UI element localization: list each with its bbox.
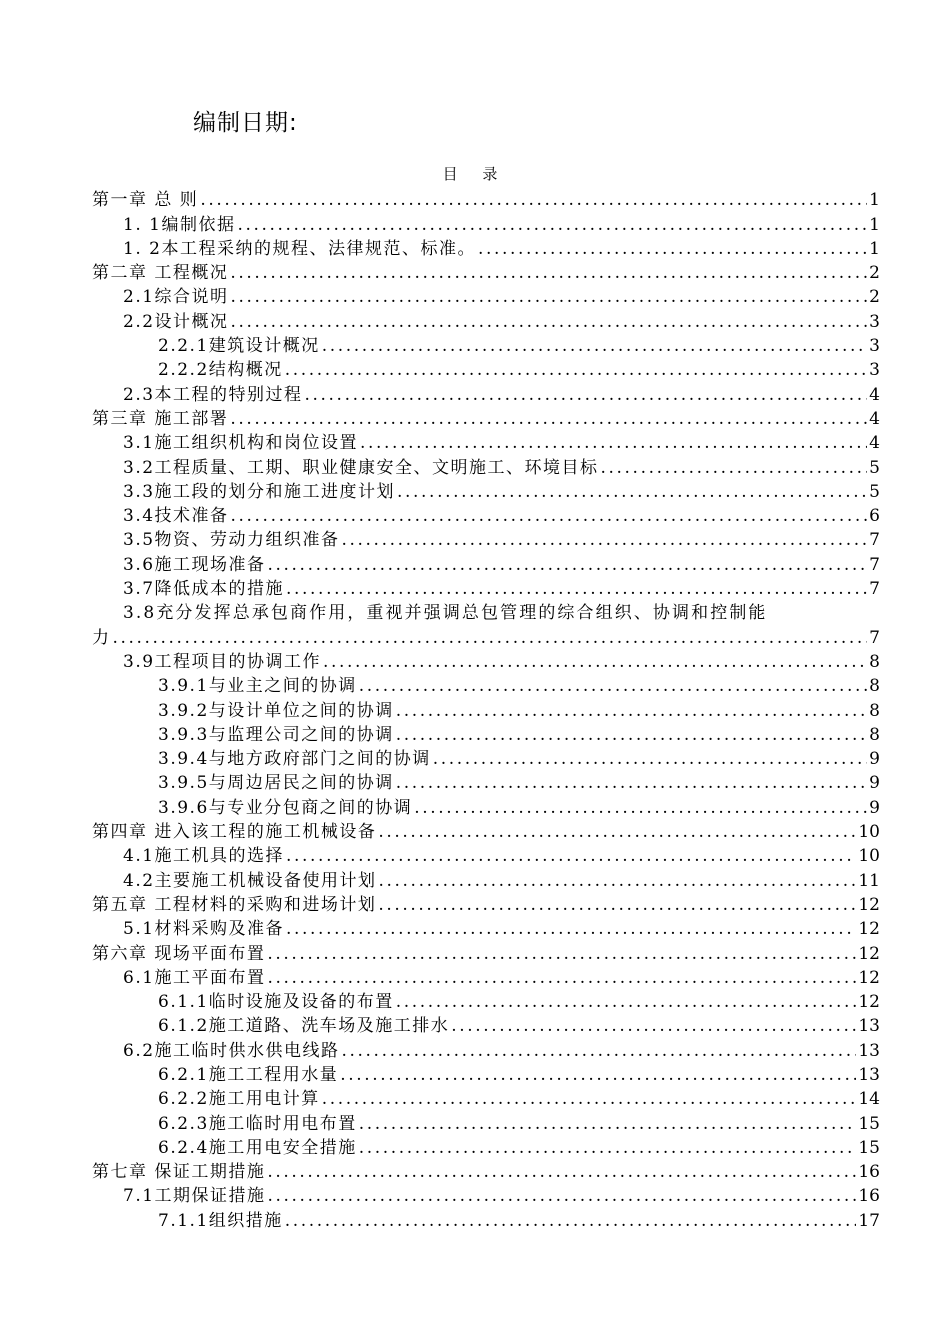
toc-entry-page-number: 13 xyxy=(858,1040,880,1061)
toc-dot-leader xyxy=(601,458,868,478)
toc-entry-page-number: 8 xyxy=(869,700,880,721)
toc-entry-page-number: 15 xyxy=(858,1137,880,1158)
toc-entry-page-number: 7 xyxy=(869,579,880,600)
toc-entry[interactable] xyxy=(92,769,880,793)
toc-entry-page-number: 14 xyxy=(858,1089,880,1110)
toc-entry-title: 2.2设计概况 xyxy=(123,311,229,332)
toc-entry-page-number: 13 xyxy=(858,1016,880,1037)
toc-entry-title: 1. 2本工程采纳的规程、法律规范、标准。 xyxy=(123,238,476,259)
toc-entry-title: 5.1材料采购及准备 xyxy=(123,919,285,940)
toc-entry[interactable] xyxy=(92,1206,880,1230)
toc-entry-title: 3.9.1与业主之间的协调 xyxy=(158,676,357,697)
toc-entry-title: 6.1.1临时设施及设备的布置 xyxy=(158,992,394,1013)
toc-entry-page-number: 10 xyxy=(858,846,880,867)
toc-entry-page-number: 12 xyxy=(858,894,880,915)
toc-dot-leader xyxy=(286,919,856,939)
toc-entry-title: 6.2.1施工工程用水量 xyxy=(158,1064,339,1085)
toc-entry[interactable] xyxy=(92,235,880,259)
toc-entry-title: 第四章 进入该工程的施工机械设备 xyxy=(92,822,377,843)
toc-dot-leader xyxy=(414,798,867,818)
toc-entry-page-number: 12 xyxy=(858,919,880,940)
toc-entry-page-number: 9 xyxy=(869,749,880,770)
toc-entry[interactable] xyxy=(92,356,880,380)
toc-entry[interactable] xyxy=(92,721,880,745)
toc-dot-leader xyxy=(267,1162,856,1182)
toc-entry[interactable] xyxy=(92,648,880,672)
toc-entry[interactable] xyxy=(92,793,880,817)
toc-entry-page-number: 2 xyxy=(869,263,880,284)
toc-entry[interactable] xyxy=(92,672,880,696)
toc-entry[interactable] xyxy=(92,453,880,477)
toc-entry-page-number: 12 xyxy=(858,943,880,964)
toc-entry-page-number: 5 xyxy=(869,481,880,502)
toc-entry-title: 3.9.2与设计单位之间的协调 xyxy=(158,700,394,721)
toc-entry-page-number: 8 xyxy=(869,724,880,745)
toc-entry-title: 3.7降低成本的措施 xyxy=(123,579,285,600)
toc-entry-page-number: 3 xyxy=(869,311,880,332)
toc-entry-page-number: 8 xyxy=(869,676,880,697)
toc-entry[interactable] xyxy=(92,550,880,574)
toc-entry[interactable] xyxy=(92,939,880,963)
toc-entry-title: 3.9.6与专业分包商之间的协调 xyxy=(158,797,413,818)
toc-entry[interactable] xyxy=(92,526,880,550)
toc-dot-leader xyxy=(379,871,857,891)
toc-entry-page-number: 1 xyxy=(869,238,880,259)
toc-entry-title: 6.2.4施工用电安全措施 xyxy=(158,1137,357,1158)
toc-entry-page-number: 1 xyxy=(869,214,880,235)
toc-entry[interactable] xyxy=(92,866,880,890)
toc-entry-page-number: 15 xyxy=(858,1113,880,1134)
toc-entry[interactable] xyxy=(92,502,880,526)
toc-entry-title: 2.1综合说明 xyxy=(123,287,229,308)
toc-dot-leader xyxy=(322,1089,857,1109)
toc-entry-title: 4.2主要施工机械设备使用计划 xyxy=(123,870,377,891)
toc-dot-leader xyxy=(396,773,867,793)
toc-entry[interactable] xyxy=(92,696,880,720)
toc-entry-title: 2.2.2结构概况 xyxy=(158,360,283,381)
toc-entry-page-number: 9 xyxy=(869,773,880,794)
toc-entry[interactable] xyxy=(92,332,880,356)
toc-dot-leader xyxy=(342,530,868,550)
toc-dot-leader xyxy=(359,1138,857,1158)
toc-entry-title: 3.8充分发挥总承包商作用，重视并强调总包管理的综合组织、协调和控制能 xyxy=(123,603,768,624)
toc-entry[interactable] xyxy=(92,1085,880,1109)
toc-entry[interactable] xyxy=(92,380,880,404)
toc-entry[interactable] xyxy=(92,478,880,502)
toc-entry-page-number: 2 xyxy=(869,287,880,308)
toc-entry[interactable] xyxy=(92,842,880,866)
toc-entry-title: 6.2.2施工用电计算 xyxy=(158,1089,320,1110)
toc-entry-title: 3.9.3与监理公司之间的协调 xyxy=(158,724,394,745)
toc-entry-page-number: 1 xyxy=(869,190,880,211)
toc-entry-page-number: 9 xyxy=(869,797,880,818)
toc-entry-title: 6.2.3施工临时用电布置 xyxy=(158,1113,357,1134)
toc-dot-leader xyxy=(340,1065,856,1085)
toc-title: 目 录 xyxy=(442,165,508,183)
toc-dot-leader xyxy=(305,385,868,405)
toc-entry-title: 第三章 施工部署 xyxy=(92,408,229,429)
toc-entry[interactable] xyxy=(92,1061,880,1085)
toc-entry-title: 6.2施工临时供水供电线路 xyxy=(123,1040,340,1061)
toc-entry-title: 3.3施工段的划分和施工进度计划 xyxy=(123,481,396,502)
toc-dot-leader xyxy=(268,1186,857,1206)
toc-dot-leader xyxy=(359,1114,857,1134)
toc-entry[interactable] xyxy=(92,988,880,1012)
toc-entry-title: 第六章 现场平面布置 xyxy=(92,943,266,964)
toc-entry-title: 3.1施工组织机构和岗位设置 xyxy=(123,433,359,454)
toc-entry-page-number: 4 xyxy=(869,384,880,405)
toc-entry-title: 第五章 工程材料的采购和进场计划 xyxy=(92,894,377,915)
toc-entry-page-number: 5 xyxy=(869,457,880,478)
toc-dot-leader xyxy=(323,652,867,672)
toc-entry-page-number: 6 xyxy=(869,506,880,527)
toc-entry-page-number: 4 xyxy=(869,408,880,429)
toc-entry-title: 2.3本工程的特别过程 xyxy=(123,384,303,405)
toc-dot-leader xyxy=(433,749,867,769)
toc-entry-page-number: 10 xyxy=(858,822,880,843)
toc-entry-title: 3.4技术准备 xyxy=(123,506,229,527)
toc-entry[interactable] xyxy=(92,1182,880,1206)
toc-entry-page-number: 7 xyxy=(869,530,880,551)
toc-entry-title: 3.5物资、劳动力组织准备 xyxy=(123,530,340,551)
toc-entry-title: 6.1.2施工道路、洗车场及施工排水 xyxy=(158,1016,450,1037)
toc-dot-leader xyxy=(342,1041,857,1061)
toc-dot-leader xyxy=(396,992,857,1012)
toc-entry-title: 第一章 总 则 xyxy=(92,190,199,211)
toc-entry-title: 1. 1编制依据 xyxy=(123,214,236,235)
toc-entry[interactable] xyxy=(92,915,880,939)
toc-entry[interactable] xyxy=(92,186,880,210)
toc-entry-page-number: 17 xyxy=(858,1210,880,1231)
toc-entry-title: 力 xyxy=(92,627,111,648)
toc-entry[interactable] xyxy=(92,1036,880,1060)
toc-dot-leader xyxy=(285,1211,857,1231)
toc-entry-title: 3.9工程项目的协调工作 xyxy=(123,651,322,672)
toc-dot-leader xyxy=(396,701,867,721)
toc-dot-leader xyxy=(267,944,856,964)
toc-entry[interactable] xyxy=(92,1134,880,1158)
toc-dot-leader xyxy=(230,263,867,283)
toc-dot-leader xyxy=(378,822,856,842)
toc-dot-leader xyxy=(322,336,867,356)
toc-dot-leader xyxy=(230,409,867,429)
toc-dot-leader xyxy=(360,433,867,453)
toc-entry-page-number: 16 xyxy=(858,1186,880,1207)
toc-entry-title: 第七章 保证工期措施 xyxy=(92,1162,266,1183)
toc-entry-title: 2.2.1建筑设计概况 xyxy=(158,336,320,357)
toc-entry-page-number: 3 xyxy=(869,360,880,381)
toc-dot-leader xyxy=(231,287,868,307)
toc-entry[interactable] xyxy=(92,818,880,842)
toc-entry[interactable] xyxy=(92,283,880,307)
toc-entry-title: 4.1施工机具的选择 xyxy=(123,846,285,867)
compile-date-label: 编制日期: xyxy=(193,110,298,136)
toc-entry[interactable] xyxy=(92,745,880,769)
toc-entry-page-number: 3 xyxy=(869,336,880,357)
toc-entry-page-number: 12 xyxy=(858,992,880,1013)
toc-entry[interactable] xyxy=(92,429,880,453)
toc-entry-title: 第二章 工程概况 xyxy=(92,263,229,284)
toc-entry[interactable] xyxy=(92,1012,880,1036)
toc-entry-page-number: 7 xyxy=(869,627,880,648)
toc-entry[interactable] xyxy=(92,405,880,429)
toc-entry-page-number: 16 xyxy=(858,1162,880,1183)
toc-dot-leader xyxy=(268,555,868,575)
toc-dot-leader xyxy=(286,579,867,599)
toc-entry[interactable] xyxy=(92,210,880,234)
toc-dot-leader xyxy=(286,846,856,866)
toc-dot-leader xyxy=(268,968,857,988)
toc-dot-leader xyxy=(397,482,867,502)
toc-dot-leader xyxy=(285,360,867,380)
toc-dot-leader xyxy=(231,506,868,526)
toc-entry-page-number: 13 xyxy=(858,1064,880,1085)
toc-entry-title: 3.9.4与地方政府部门之间的协调 xyxy=(158,749,431,770)
toc-entry-page-number: 4 xyxy=(869,433,880,454)
toc-dot-leader xyxy=(396,725,867,745)
toc-entry-page-number: 7 xyxy=(869,554,880,575)
toc-dot-leader xyxy=(378,895,856,915)
toc-dot-leader xyxy=(237,215,867,235)
toc-entry[interactable] xyxy=(92,259,880,283)
toc-entry[interactable] xyxy=(92,964,880,988)
toc-dot-leader xyxy=(359,676,867,696)
toc-entry-title: 6.1施工平面布置 xyxy=(123,967,266,988)
toc-entry-title: 7.1工期保证措施 xyxy=(123,1186,266,1207)
table-of-contents xyxy=(92,186,880,1231)
toc-entry-title: 3.6施工现场准备 xyxy=(123,554,266,575)
toc-entry-page-number: 8 xyxy=(869,651,880,672)
toc-dot-leader xyxy=(113,628,868,648)
toc-entry[interactable] xyxy=(92,1158,880,1182)
toc-dot-leader xyxy=(200,190,867,210)
toc-dot-leader xyxy=(478,239,867,259)
toc-dot-leader xyxy=(231,312,868,332)
toc-entry-page-number: 12 xyxy=(858,967,880,988)
toc-entry[interactable] xyxy=(92,1109,880,1133)
toc-entry-page-number: 11 xyxy=(858,870,880,891)
toc-entry[interactable] xyxy=(92,599,880,623)
toc-entry-title: 7.1.1组织措施 xyxy=(158,1210,283,1231)
toc-entry[interactable] xyxy=(92,891,880,915)
toc-entry-title: 3.2工程质量、工期、职业健康安全、文明施工、环境目标 xyxy=(123,457,599,478)
toc-entry[interactable] xyxy=(92,623,880,647)
toc-entry[interactable] xyxy=(92,307,880,331)
toc-entry[interactable] xyxy=(92,575,880,599)
toc-entry-title: 3.9.5与周边居民之间的协调 xyxy=(158,773,394,794)
toc-dot-leader xyxy=(451,1016,856,1036)
